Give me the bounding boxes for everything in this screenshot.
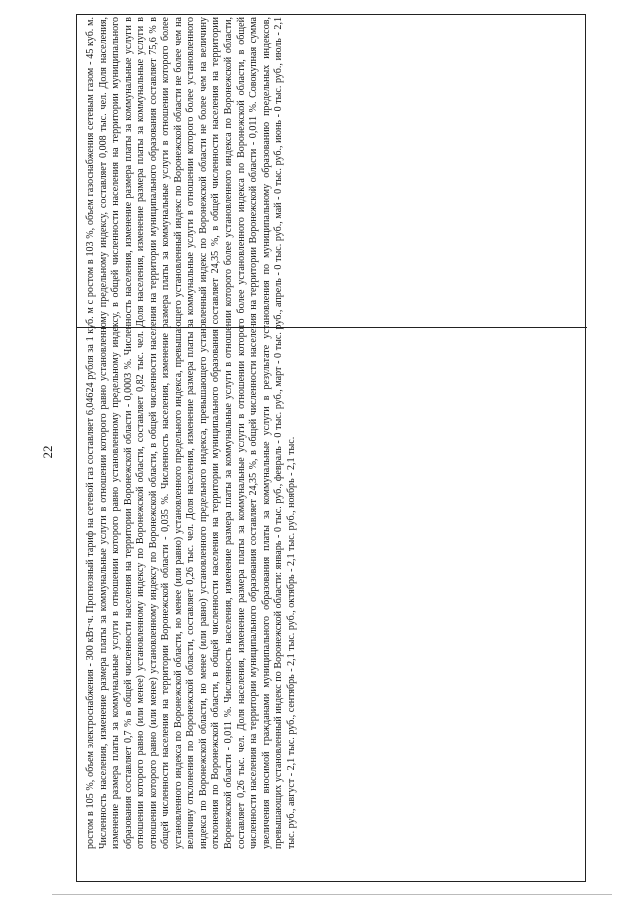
table-text-block xyxy=(81,15,583,855)
table-cell-text: ростом в 105 %, объем электроснабжения - 300 кВт·ч. Прогнозный тариф на сетевой газ составляет 6,04624 рубля за 1 куб. м с ростом в 103 %, объем газоснабжения сетевым газом - 45 куб. м. Численность населения, изменение размера платы за коммунальные услуги в отношении которого равно установленному предельному индексу, составляет 0,008 тыс. чел. Доля населения, изменение размера платы за коммунальные услуги в отношении которого равно установленному предельному индексу, в общей численности населения на территории муниципального образования составляет 0,7 % в общей численности населения на территории Воронежской области - 0,0003 %. Численность населения, изменение размера платы за коммунальные услуги в отношении которого равно (или менее) установленному индексу по Воронежской области, составляет 0,82 тыс. чел. Доля населения, изменение размера платы за коммунальные услуги в отношении которого равно (или менее) установленному индексу по Воронежской области, в общей численности населения на территории муниципального образования составляет 75,6 % в общей численности населения на территории Воронежской области - 0,035 %. Численность населения, изменение размера платы за коммунальные услуги в отношении которого более установленного индекса по Воронежской области, но менее (или равно) установленного предельного индекса, превышающего установленный индекс по Воронежской области не более чем на величину отклонения по Воронежской области, составляет 0,26 тыс. чел. Доля населения, изменение размера платы за коммунальные услуги в отношении которого более установленного индекса по Воронежской области, но менее (или равно) установленного предельного индекса, превышающего установленный индекс по Воронежской области не более чем на величину отклонения по Воронежской области, в общей численности населения на территории муниципального образования составляет 24,35 %, в общей численности населения на территории Воронежской области - 0,011 %. Численность населения, изменение размера платы за коммунальные услуги в отношении которого более установленного индекса по Воронежской области, составляет 0,26 тыс. чел. Доля населения, изменение размера платы за коммунальные услуги в отношении которого более установленного индекса по Воронежской области, в общей численности населения на территории муниципального образования составляет 24,35 %, в общей численности населения на территории Воронежской области - 0,011 %. Совокупная сумма увеличения вносимой гражданами муниципального образования платы за коммунальные услуги в результате установления по муниципальному образованию предельных индексов, превышающих установленный индекс по Воронежской области: январь - 0 тыс. руб., февраль - 0 тыс. руб., март - 0 тыс. руб., апрель - 0 тыс. руб., май - 0 тыс. руб., июнь - 0 тыс. руб., июль - 2,1 тыс. руб., август - 2,1 тыс. руб., сентябрь - 2,1 тыс. руб., октябрь - 2,1 тыс. руб., ноябрь - 2,1 тыс. xyxy=(85,17,297,849)
table-frame xyxy=(76,14,586,882)
page-number: 22 xyxy=(40,445,55,459)
scan-edge-line xyxy=(52,894,612,895)
table-text-clip xyxy=(77,15,587,883)
